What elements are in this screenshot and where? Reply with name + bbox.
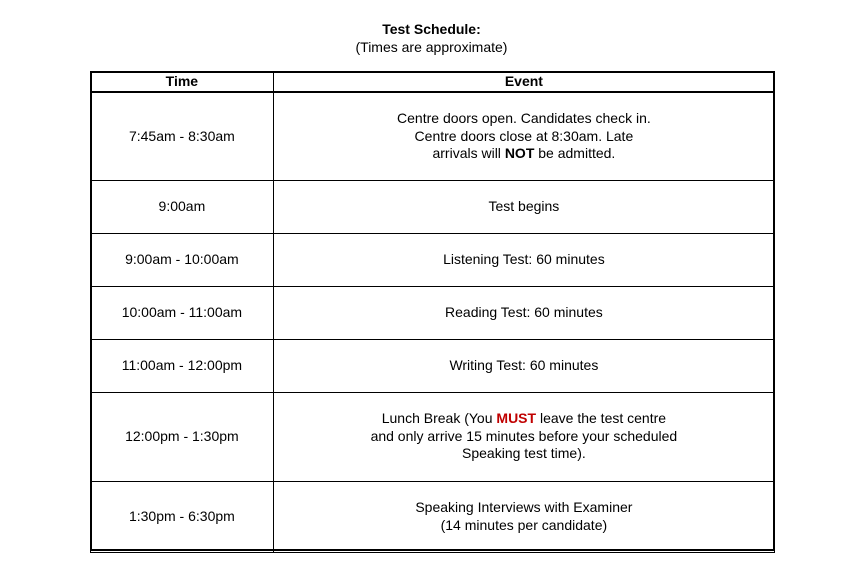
event-cell (273, 481, 774, 552)
event-text: arrivals will (432, 145, 505, 161)
event-line: and only arrive 15 minutes before your scheduled (370, 427, 678, 444)
table-row (91, 481, 775, 552)
event-cell (273, 392, 774, 481)
time-cell: 7:45am - 8:30am (91, 92, 274, 180)
event-line: Centre doors open. Candidates check in. (397, 110, 651, 126)
event-line (280, 145, 768, 163)
time-cell: 9:00am - 10:00am (91, 233, 274, 286)
time-cell: 11:00am - 12:00pm (91, 339, 274, 392)
table-row (91, 339, 775, 392)
event-line (280, 410, 768, 428)
time-cell: 9:00am (91, 180, 274, 233)
event-cell: Writing Test: 60 minutes (273, 339, 774, 392)
event-text: leave the test centre (536, 410, 667, 427)
time-cell: 10:00am - 11:00am (91, 286, 274, 339)
event-line: Speaking test time). (462, 445, 586, 462)
event-text: be admitted. (534, 145, 616, 161)
emphasis-must: MUST (496, 410, 537, 427)
column-header-event: Event (273, 72, 774, 93)
table-row (91, 392, 775, 481)
event-cell: Reading Test: 60 minutes (273, 286, 774, 339)
schedule-title: Test Schedule: (382, 21, 481, 37)
event-cell: Listening Test: 60 minutes (273, 233, 774, 286)
table-row (91, 180, 775, 233)
event-cell: Test begins (273, 180, 774, 233)
time-cell: 12:00pm - 1:30pm (91, 392, 274, 481)
table-row (91, 233, 775, 286)
table-row (91, 286, 775, 339)
event-line: Centre doors close at 8:30am. Late (414, 127, 634, 144)
time-cell: 1:30pm - 6:30pm (91, 481, 274, 552)
event-text: Lunch Break (You (381, 410, 497, 427)
event-line: Speaking Interviews with Examiner (415, 499, 633, 515)
emphasis-not: NOT (504, 145, 535, 161)
schedule-subtitle: (Times are approximate) (355, 39, 508, 55)
event-cell (273, 92, 774, 180)
table-header-row (91, 72, 775, 93)
schedule-table (90, 71, 775, 553)
event-line: (14 minutes per candidate) (440, 516, 608, 533)
table-row (91, 92, 775, 180)
column-header-time: Time (91, 72, 274, 93)
